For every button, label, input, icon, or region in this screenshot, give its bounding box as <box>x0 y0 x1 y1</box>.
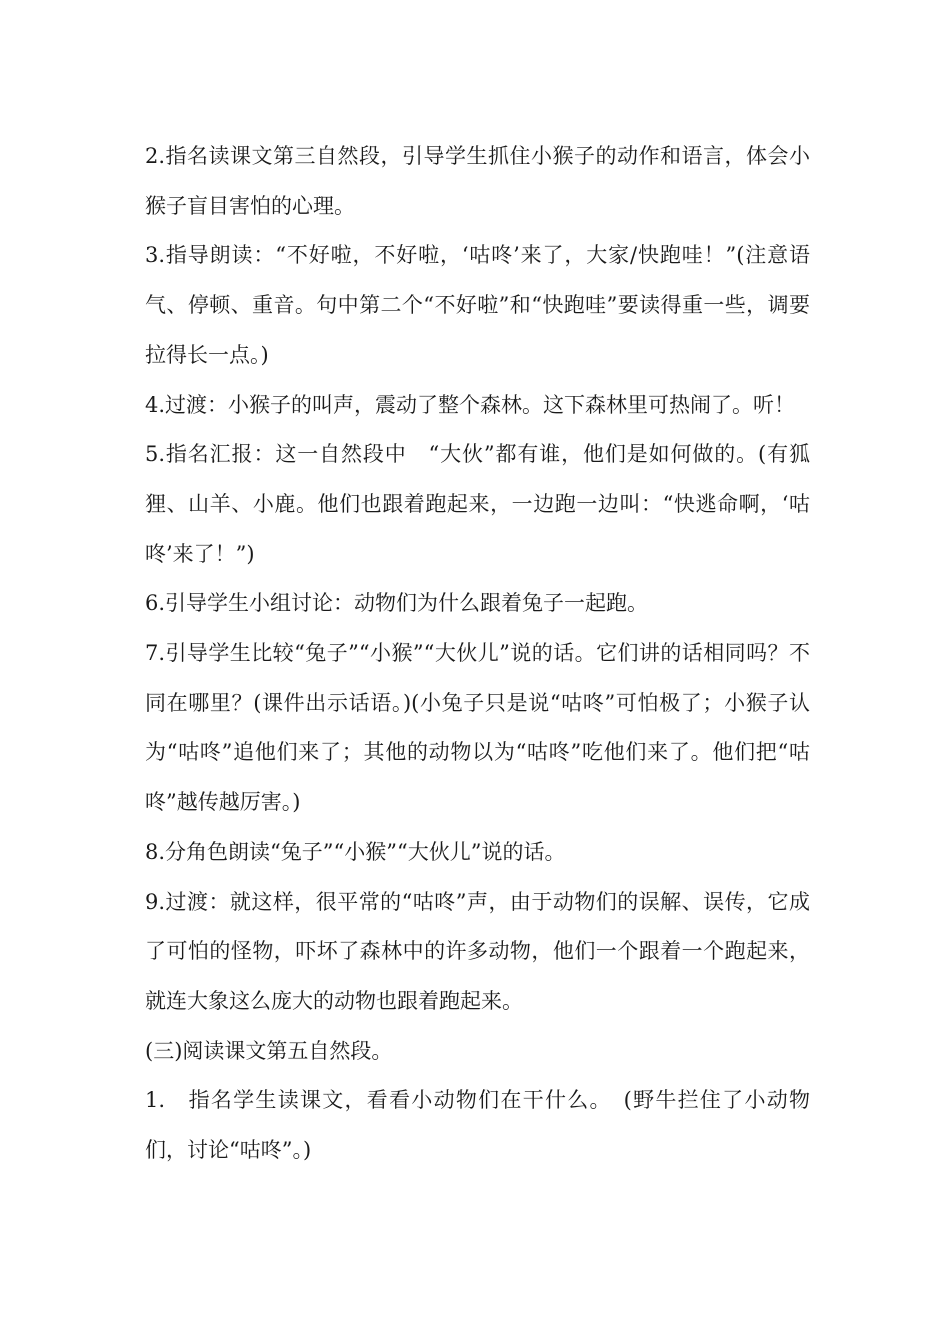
paragraph-step-6: 6.引导学生小组讨论：动物们为什么跟着兔子一起跑。 <box>145 591 649 616</box>
document-body <box>145 132 810 1176</box>
paragraph-step-4: 4.过渡：小猴子的叫声，震动了整个森林。这下森林里可热闹了。听！ <box>145 392 796 417</box>
paragraph-step-7: 7.引导学生比较“兔子”“小猴”“大伙儿”说的话。它们讲的话相同吗？不同在哪里？(课件出示话语。)(小兔子只是说“咕咚”可怕极了；小猴子认为“咕咚”追他们来了；其他的动物以为“咕咚”吃他们来了。他们把“咕咚”越传越厉害。) <box>145 641 810 815</box>
paragraph-step-3: 3.指导朗读：“不好啦，不好啦，‘咕咚’来了，大家/快跑哇！”(注意语气、停顿、重音。句中第二个“不好啦”和“快跑哇”要读得重一些，调要拉得长一点。) <box>145 243 810 367</box>
paragraph-step-2: 2.指名读课文第三自然段，引导学生抓住小猴子的动作和语言，体会小猴子盲目害怕的心理。 <box>145 144 810 218</box>
paragraph-step-8: 8.分角色朗读“兔子”“小猴”“大伙儿”说的话。 <box>145 839 566 864</box>
section-heading-3: (三)阅读课文第五自然段。 <box>145 1038 393 1063</box>
paragraph-step-5: 5.指名汇报：这一自然段中 “大伙”都有谁，他们是如何做的。(有狐狸、山羊、小鹿。他们也跟着跑起来，一边跑一边叫：“快逃命啊，‘咕咚’来了！”) <box>145 442 810 566</box>
paragraph-section3-step-1: 1. 指名学生读课文，看看小动物们在干什么。 (野牛拦住了小动物们，讨论“咕咚”。) <box>145 1088 810 1163</box>
paragraph-step-9: 9.过渡：就这样，很平常的“咕咚”声，由于动物们的误解、误传，它成了可怕的怪物，吓坏了森林中的许多动物，他们一个跟着一个跑起来，就连大象这么庞大的动物也跟着跑起来。 <box>145 889 810 1013</box>
